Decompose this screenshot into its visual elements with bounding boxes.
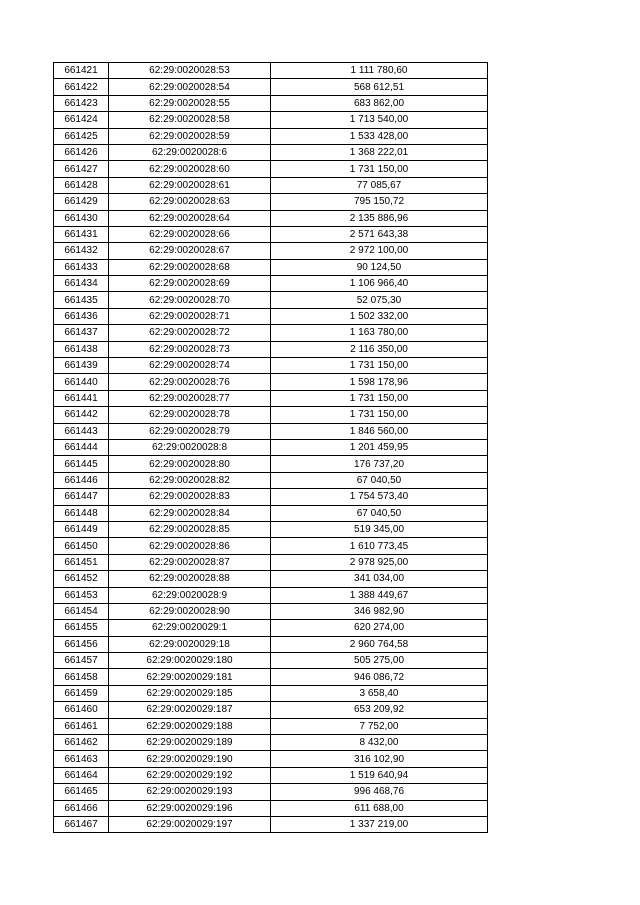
- table-row: [54, 259, 488, 275]
- cadastral-number-cell: 62:29:0020028:60: [109, 161, 271, 177]
- cadastral-number-cell: 62:29:0020028:68: [109, 259, 271, 275]
- cadastral-number-cell: 62:29:0020028:86: [109, 538, 271, 554]
- row-number-cell: 661421: [54, 63, 109, 79]
- table-row: [54, 194, 488, 210]
- cadastral-number-cell: 62:29:0020029:193: [109, 784, 271, 800]
- row-number-cell: 661461: [54, 718, 109, 734]
- value-cell: 90 124,50: [271, 259, 488, 275]
- table-row: [54, 620, 488, 636]
- table-row: [54, 685, 488, 701]
- cadastral-number-cell: 62:29:0020028:80: [109, 456, 271, 472]
- cadastral-number-cell: 62:29:0020028:77: [109, 390, 271, 406]
- cadastral-number-cell: 62:29:0020029:187: [109, 702, 271, 718]
- row-number-cell: 661435: [54, 292, 109, 308]
- row-number-cell: 661432: [54, 243, 109, 259]
- row-number-cell: 661453: [54, 587, 109, 603]
- table-row: [54, 554, 488, 570]
- value-cell: 1 731 150,00: [271, 407, 488, 423]
- value-cell: 2 116 350,00: [271, 341, 488, 357]
- row-number-cell: 661440: [54, 374, 109, 390]
- table-row: [54, 144, 488, 160]
- table-row: [54, 587, 488, 603]
- value-cell: 1 388 449,67: [271, 587, 488, 603]
- table-row: [54, 226, 488, 242]
- row-number-cell: 661429: [54, 194, 109, 210]
- row-number-cell: 661454: [54, 603, 109, 619]
- row-number-cell: 661465: [54, 784, 109, 800]
- table-row: [54, 521, 488, 537]
- cadastral-number-cell: 62:29:0020028:69: [109, 276, 271, 292]
- row-number-cell: 661464: [54, 767, 109, 783]
- row-number-cell: 661445: [54, 456, 109, 472]
- table-row: [54, 95, 488, 111]
- value-cell: 77 085,67: [271, 177, 488, 193]
- row-number-cell: 661424: [54, 112, 109, 128]
- table-row: [54, 358, 488, 374]
- row-number-cell: 661462: [54, 735, 109, 751]
- cadastral-number-cell: 62:29:0020028:70: [109, 292, 271, 308]
- table-row: [54, 636, 488, 652]
- value-cell: 1 502 332,00: [271, 308, 488, 324]
- value-cell: 341 034,00: [271, 571, 488, 587]
- value-cell: 2 978 925,00: [271, 554, 488, 570]
- value-cell: 611 688,00: [271, 800, 488, 816]
- value-cell: 996 468,76: [271, 784, 488, 800]
- table-row: [54, 800, 488, 816]
- row-number-cell: 661452: [54, 571, 109, 587]
- table-row: [54, 390, 488, 406]
- row-number-cell: 661428: [54, 177, 109, 193]
- table-row: [54, 407, 488, 423]
- table-row: [54, 767, 488, 783]
- cadastral-number-cell: 62:29:0020028:73: [109, 341, 271, 357]
- row-number-cell: 661455: [54, 620, 109, 636]
- row-number-cell: 661430: [54, 210, 109, 226]
- row-number-cell: 661449: [54, 521, 109, 537]
- cadastral-number-cell: 62:29:0020028:61: [109, 177, 271, 193]
- cadastral-number-cell: 62:29:0020028:59: [109, 128, 271, 144]
- cadastral-number-cell: 62:29:0020028:71: [109, 308, 271, 324]
- table-body: [54, 63, 488, 833]
- value-cell: 1 368 222,01: [271, 144, 488, 160]
- cadastral-number-cell: 62:29:0020028:72: [109, 325, 271, 341]
- table-row: [54, 308, 488, 324]
- cadastral-number-cell: 62:29:0020029:192: [109, 767, 271, 783]
- cadastral-number-cell: 62:29:0020028:76: [109, 374, 271, 390]
- cadastral-number-cell: 62:29:0020029:185: [109, 685, 271, 701]
- row-number-cell: 661466: [54, 800, 109, 816]
- cadastral-number-cell: 62:29:0020028:8: [109, 439, 271, 455]
- value-cell: 1 533 428,00: [271, 128, 488, 144]
- table-row: [54, 735, 488, 751]
- value-cell: 683 862,00: [271, 95, 488, 111]
- table-row: [54, 243, 488, 259]
- row-number-cell: 661450: [54, 538, 109, 554]
- data-table: [53, 62, 488, 833]
- row-number-cell: 661463: [54, 751, 109, 767]
- value-cell: 3 658,40: [271, 685, 488, 701]
- cadastral-number-cell: 62:29:0020028:87: [109, 554, 271, 570]
- cadastral-number-cell: 62:29:0020029:181: [109, 669, 271, 685]
- cadastral-number-cell: 62:29:0020028:85: [109, 521, 271, 537]
- value-cell: 653 209,92: [271, 702, 488, 718]
- value-cell: 1 713 540,00: [271, 112, 488, 128]
- table-row: [54, 210, 488, 226]
- table-row: [54, 603, 488, 619]
- value-cell: 2 135 886,96: [271, 210, 488, 226]
- value-cell: 620 274,00: [271, 620, 488, 636]
- row-number-cell: 661446: [54, 472, 109, 488]
- cadastral-number-cell: 62:29:0020028:84: [109, 505, 271, 521]
- row-number-cell: 661439: [54, 358, 109, 374]
- row-number-cell: 661422: [54, 79, 109, 95]
- value-cell: 1 754 573,40: [271, 489, 488, 505]
- row-number-cell: 661426: [54, 144, 109, 160]
- cadastral-number-cell: 62:29:0020028:90: [109, 603, 271, 619]
- row-number-cell: 661441: [54, 390, 109, 406]
- cadastral-number-cell: 62:29:0020029:188: [109, 718, 271, 734]
- value-cell: 2 960 764,58: [271, 636, 488, 652]
- table-row: [54, 112, 488, 128]
- row-number-cell: 661438: [54, 341, 109, 357]
- cadastral-number-cell: 62:29:0020028:64: [109, 210, 271, 226]
- row-number-cell: 661436: [54, 308, 109, 324]
- table-row: [54, 341, 488, 357]
- row-number-cell: 661434: [54, 276, 109, 292]
- table-row: [54, 505, 488, 521]
- cadastral-number-cell: 62:29:0020029:196: [109, 800, 271, 816]
- table-row: [54, 423, 488, 439]
- cadastral-number-cell: 62:29:0020028:55: [109, 95, 271, 111]
- cadastral-number-cell: 62:29:0020029:1: [109, 620, 271, 636]
- cadastral-number-cell: 62:29:0020028:58: [109, 112, 271, 128]
- cadastral-number-cell: 62:29:0020028:9: [109, 587, 271, 603]
- cadastral-number-cell: 62:29:0020028:83: [109, 489, 271, 505]
- row-number-cell: 661437: [54, 325, 109, 341]
- value-cell: 67 040,50: [271, 505, 488, 521]
- row-number-cell: 661458: [54, 669, 109, 685]
- table-row: [54, 571, 488, 587]
- value-cell: 2 972 100,00: [271, 243, 488, 259]
- value-cell: 519 345,00: [271, 521, 488, 537]
- cadastral-number-cell: 62:29:0020028:6: [109, 144, 271, 160]
- value-cell: 7 752,00: [271, 718, 488, 734]
- value-cell: 1 731 150,00: [271, 390, 488, 406]
- table-row: [54, 718, 488, 734]
- table-row: [54, 669, 488, 685]
- row-number-cell: 661431: [54, 226, 109, 242]
- row-number-cell: 661459: [54, 685, 109, 701]
- value-cell: 67 040,50: [271, 472, 488, 488]
- table-row: [54, 63, 488, 79]
- table-row: [54, 439, 488, 455]
- table-row: [54, 456, 488, 472]
- row-number-cell: 661456: [54, 636, 109, 652]
- row-number-cell: 661457: [54, 653, 109, 669]
- table-row: [54, 784, 488, 800]
- value-cell: 1 846 560,00: [271, 423, 488, 439]
- row-number-cell: 661447: [54, 489, 109, 505]
- cadastral-number-cell: 62:29:0020029:189: [109, 735, 271, 751]
- table-row: [54, 472, 488, 488]
- value-cell: 1 598 178,96: [271, 374, 488, 390]
- table-row: [54, 177, 488, 193]
- row-number-cell: 661460: [54, 702, 109, 718]
- value-cell: 1 106 966,40: [271, 276, 488, 292]
- value-cell: 568 612,51: [271, 79, 488, 95]
- row-number-cell: 661448: [54, 505, 109, 521]
- row-number-cell: 661433: [54, 259, 109, 275]
- table-row: [54, 489, 488, 505]
- value-cell: 8 432,00: [271, 735, 488, 751]
- value-cell: 1 163 780,00: [271, 325, 488, 341]
- value-cell: 1 337 219,00: [271, 816, 488, 832]
- cadastral-number-cell: 62:29:0020028:54: [109, 79, 271, 95]
- table-row: [54, 751, 488, 767]
- table-row: [54, 374, 488, 390]
- row-number-cell: 661467: [54, 816, 109, 832]
- value-cell: 1 201 459,95: [271, 439, 488, 455]
- value-cell: 1 731 150,00: [271, 358, 488, 374]
- row-number-cell: 661423: [54, 95, 109, 111]
- table-row: [54, 816, 488, 832]
- value-cell: 2 571 643,38: [271, 226, 488, 242]
- cadastral-number-cell: 62:29:0020029:190: [109, 751, 271, 767]
- value-cell: 52 075,30: [271, 292, 488, 308]
- value-cell: 795 150,72: [271, 194, 488, 210]
- cadastral-number-cell: 62:29:0020028:67: [109, 243, 271, 259]
- cadastral-number-cell: 62:29:0020028:79: [109, 423, 271, 439]
- cadastral-number-cell: 62:29:0020028:63: [109, 194, 271, 210]
- value-cell: 1 731 150,00: [271, 161, 488, 177]
- table-row: [54, 292, 488, 308]
- table-row: [54, 276, 488, 292]
- cadastral-number-cell: 62:29:0020028:78: [109, 407, 271, 423]
- table-row: [54, 128, 488, 144]
- cadastral-number-cell: 62:29:0020029:197: [109, 816, 271, 832]
- row-number-cell: 661451: [54, 554, 109, 570]
- row-number-cell: 661425: [54, 128, 109, 144]
- cadastral-number-cell: 62:29:0020029:180: [109, 653, 271, 669]
- cadastral-number-cell: 62:29:0020028:53: [109, 63, 271, 79]
- value-cell: 1 111 780,60: [271, 63, 488, 79]
- table-row: [54, 325, 488, 341]
- cadastral-number-cell: 62:29:0020028:88: [109, 571, 271, 587]
- row-number-cell: 661444: [54, 439, 109, 455]
- value-cell: 505 275,00: [271, 653, 488, 669]
- table-row: [54, 653, 488, 669]
- value-cell: 1 610 773,45: [271, 538, 488, 554]
- value-cell: 176 737,20: [271, 456, 488, 472]
- value-cell: 346 982,90: [271, 603, 488, 619]
- row-number-cell: 661443: [54, 423, 109, 439]
- row-number-cell: 661442: [54, 407, 109, 423]
- cadastral-number-cell: 62:29:0020028:66: [109, 226, 271, 242]
- value-cell: 946 086,72: [271, 669, 488, 685]
- cadastral-number-cell: 62:29:0020028:82: [109, 472, 271, 488]
- table-row: [54, 79, 488, 95]
- table-row: [54, 538, 488, 554]
- row-number-cell: 661427: [54, 161, 109, 177]
- value-cell: 1 519 640,94: [271, 767, 488, 783]
- table-row: [54, 702, 488, 718]
- cadastral-number-cell: 62:29:0020029:18: [109, 636, 271, 652]
- cadastral-number-cell: 62:29:0020028:74: [109, 358, 271, 374]
- value-cell: 316 102,90: [271, 751, 488, 767]
- table-row: [54, 161, 488, 177]
